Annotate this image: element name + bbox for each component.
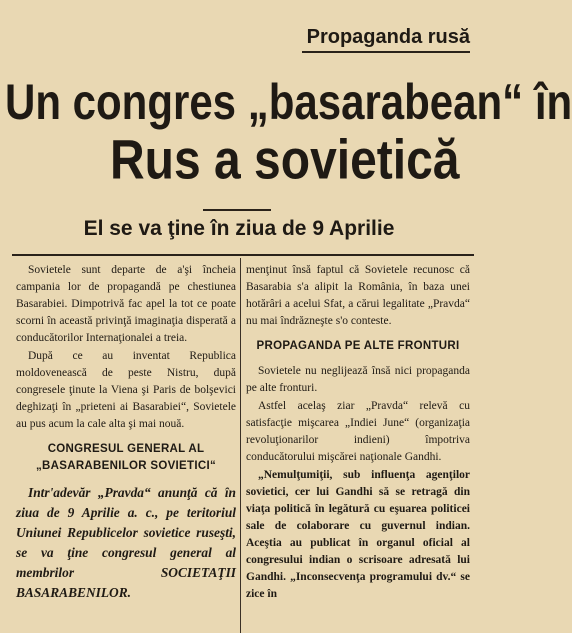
article-paragraph: Sovietele sunt departe de a'şi încheia campania lor de propagandă pe chestiunea Basarabiei. Dimpotrivă fac apel la tot ce poate scorni în această privinţă imaginaţia disperată a conducătorilor Internaţionalei a treia. bbox=[16, 264, 236, 344]
headline-line-1: Un congres „basarabean“ în bbox=[5, 73, 572, 130]
section-subhead: PROPAGANDA PE ALTE FRONTURI bbox=[256, 340, 460, 352]
deck-rule bbox=[203, 209, 271, 211]
column-divider bbox=[240, 258, 241, 633]
kicker-underline bbox=[302, 51, 470, 53]
left-column bbox=[16, 262, 236, 633]
section-subhead: CONGRESUL GENERAL AL „BASARABENILOR SOVIETICI“ bbox=[35, 443, 216, 472]
article-paragraph: Astfel acelaş ziar „Pravda“ relevă cu satisfacţie mişcarea „Indiei June“ (organizaţia revoluţionarilor indieni) împotriva conducătorului mişcărei naţionale Gandhi. bbox=[246, 400, 470, 463]
lead-paragraph: Intr'adevăr „Pravda“ anunţă că în ziua de 9 Aprilie a. c., pe teritoriul Uniunei Republicelor sovietice ruseşti, se va ţine congresul general al membrilor SOCIETAŢII BASARABENILOR. bbox=[16, 485, 236, 600]
article-paragraph: Sovietele nu neglijează însă nici propaganda pe alte fronturi. bbox=[246, 365, 470, 394]
subheadline: El se va ţine în ziua de 9 Aprilie bbox=[83, 217, 395, 240]
article-paragraph-continued: menţinut însă faptul că Sovietele recunosc că Basarabia s'a alipit la România, în baza unei hotărâri a acelui Sfat, a cărui legalitate „Pravda“ nu mai îndrăzneşte s'o conteste. bbox=[246, 264, 470, 327]
columns-top-rule bbox=[12, 254, 474, 256]
right-column bbox=[246, 262, 470, 633]
article-paragraph: „Nemulţumiţii, sub influenţa agenţilor sovietici, cer lui Gandhi să se retragă din viaţa politică în legătură cu eşuarea politicei sale de colaborare cu guvernul indian. Aceştia au publicat în organul oficial al congresului indian o scrisoare adresată lui Gandhi. „Inconsecvenţa programului dv.“ se zice în bbox=[246, 469, 470, 600]
headline-line-2: Rus a sovietică bbox=[110, 130, 460, 192]
article-paragraph: După ce au inventat Republica moldovenească de peste Nistru, după congresele ţinute la Viena şi Paris de bolşevici deghizaţi în „prieteni ai Basarabiei“, Sovietele au pus acum la cale alta şi mai nouă. bbox=[16, 350, 236, 430]
section-kicker: Propaganda rusă bbox=[306, 26, 470, 48]
